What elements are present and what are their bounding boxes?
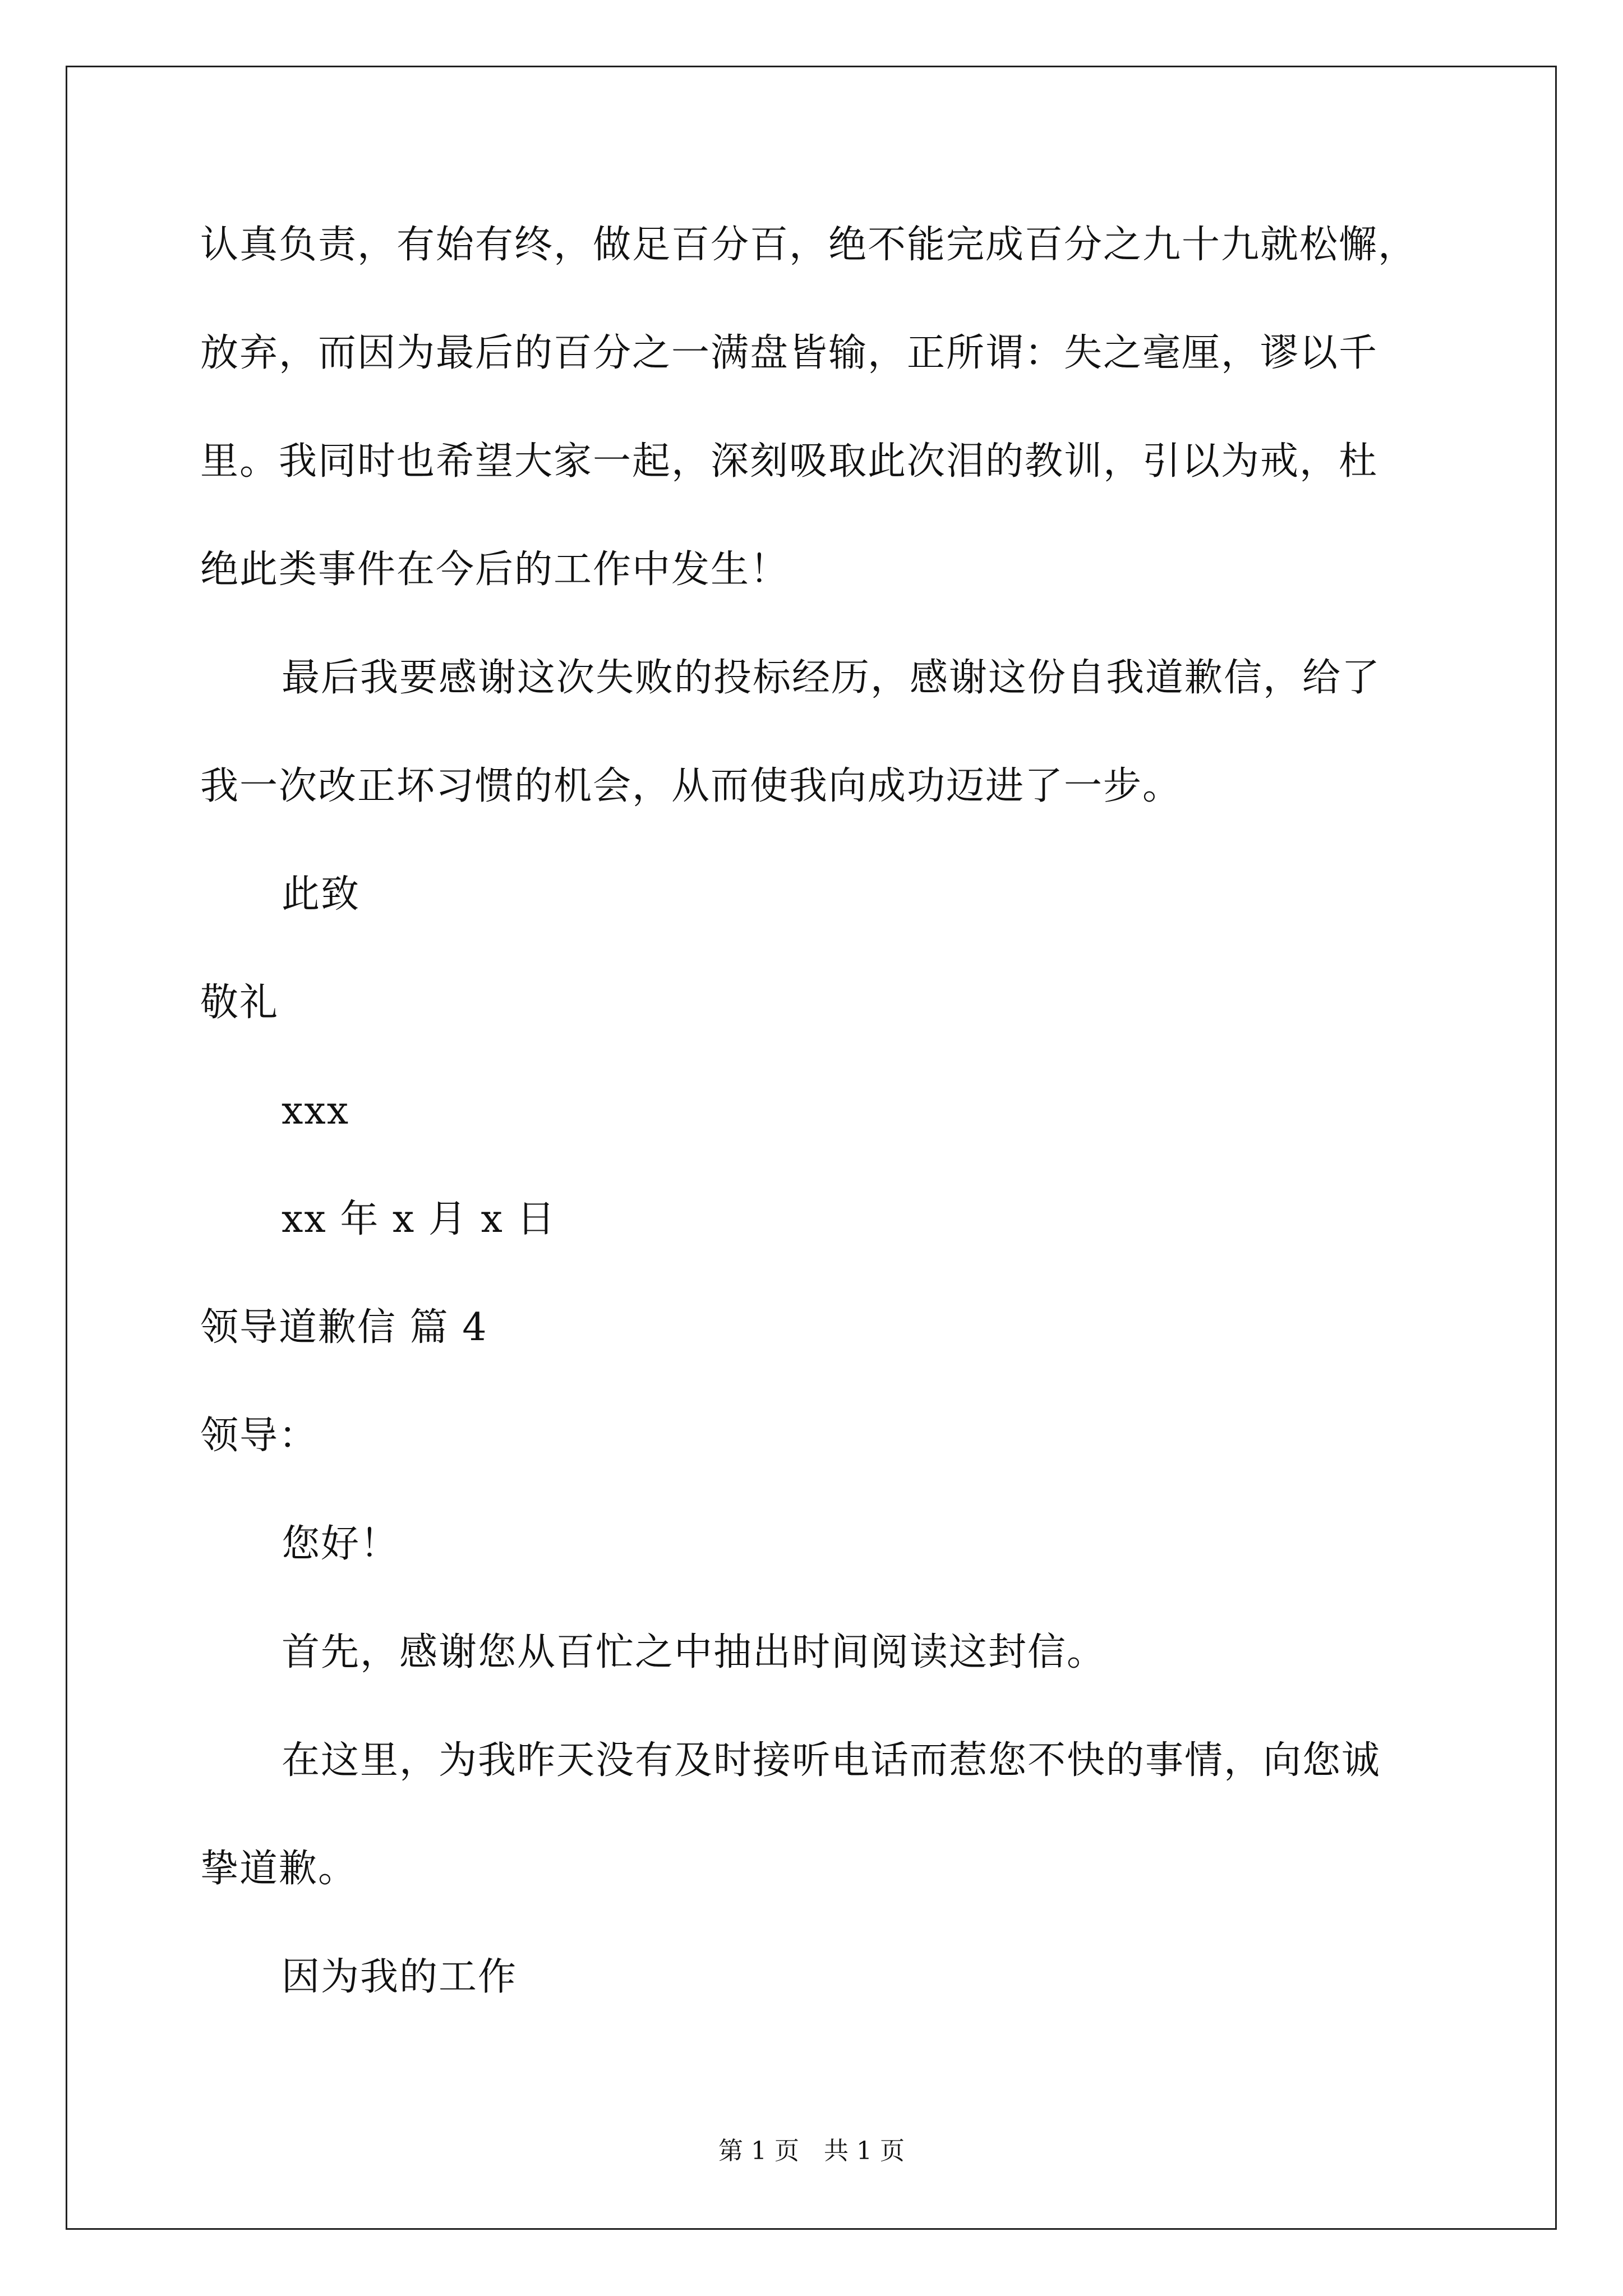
body-line: 放弃，而因为最后的百分之一满盘皆输，正所谓：失之毫厘，谬以千 <box>200 331 1378 375</box>
closing-regards: 敬礼 <box>200 981 279 1025</box>
page-border <box>66 66 1557 2230</box>
body-line: 首先，感谢您从百忙之中抽出时间阅读这封信。 <box>282 1630 1106 1674</box>
letter-greeting: 领导： <box>200 1414 319 1458</box>
body-line: 我一次改正坏习惯的机会，从而使我向成功迈进了一步。 <box>200 764 1182 808</box>
body-line: 绝此类事件在今后的工作中发生！ <box>200 547 790 592</box>
body-line: 最后我要感谢这次失败的投标经历，感谢这份自我道歉信，给了 <box>282 656 1381 700</box>
closing-salutation: 此致 <box>282 872 361 917</box>
section-heading: 领导道歉信 篇 4 <box>200 1305 488 1350</box>
body-line: 您好！ <box>282 1522 400 1566</box>
page-footer: 第 1 页 共 1 页 <box>718 2137 905 2165</box>
signature-date: xx 年 x 月 x 日 <box>282 1197 556 1241</box>
signature-name: xxx <box>282 1089 350 1133</box>
body-line: 因为我的工作 <box>282 1955 518 1999</box>
body-line: 在这里，为我昨天没有及时接听电话而惹您不快的事情，向您诚 <box>282 1738 1381 1783</box>
body-line: 里。我同时也希望大家一起，深刻吸取此次泪的教训，引以为戒，杜 <box>200 439 1378 484</box>
body-line: 认真负责，有始有终，做足百分百，绝不能完成百分之九十九就松懈， <box>200 223 1418 267</box>
body-line: 挚道歉。 <box>200 1847 358 1891</box>
